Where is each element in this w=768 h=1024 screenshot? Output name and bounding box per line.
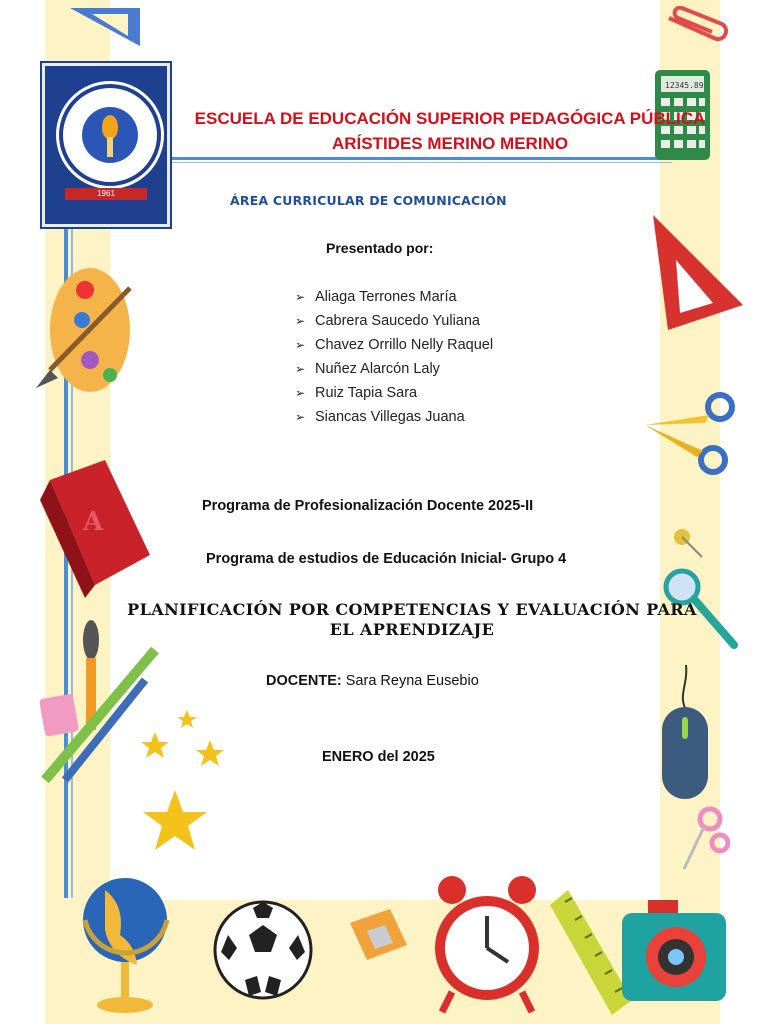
school-name-line2: ARÍSTIDES MERINO MERINO: [331, 134, 569, 153]
student-name: Ruiz Tapia Sara: [315, 385, 418, 401]
arrow-bullet-icon: ➢: [295, 314, 306, 328]
triangle-ruler-icon: [70, 8, 150, 48]
student-list: [295, 285, 493, 429]
program-title: Programa de Profesionalización Docente 2025-II: [202, 498, 534, 514]
computer-mouse-icon: [658, 665, 713, 805]
student-name: Nuñez Alarcón Laly: [315, 361, 440, 377]
teacher-name: Sara Reyna Eusebio: [345, 673, 479, 689]
presented-by-label: Presentado por:: [326, 240, 434, 256]
list-item: [295, 405, 493, 429]
teacher-label: DOCENTE:: [266, 673, 342, 689]
student-name: Aliaga Terrones María: [315, 289, 457, 305]
course-title-line2: EL APRENDIZAJE: [329, 620, 495, 639]
svg-text:A: A: [83, 507, 104, 537]
course-title: [92, 600, 732, 640]
course-title-line1: PLANIFICACIÓN POR COMPETENCIAS Y EVALUACIÓN PARA: [127, 600, 697, 619]
pushpin-icon: [668, 525, 708, 565]
list-item: [295, 381, 493, 405]
student-name: Chavez Orrillo Nelly Raquel: [315, 337, 494, 353]
list-item: [295, 309, 493, 333]
decorative-horizontal-line: [172, 157, 672, 160]
paperclip-icon: [664, 6, 734, 46]
alarm-clock-icon: [430, 870, 545, 1020]
student-name: Cabrera Saucedo Yuliana: [315, 313, 480, 329]
logo-year-band: 1961: [65, 188, 147, 200]
red-book-icon: [35, 460, 155, 600]
curricular-area-title: ÁREA CURRICULAR DE COMUNICACIÓN: [230, 193, 507, 208]
arrow-bullet-icon: ➢: [295, 362, 306, 376]
globe-icon: [75, 850, 170, 1015]
school-name-line1: ESCUELA DE EDUCACIÓN SUPERIOR PEDAGÓGICA PÚBLICA: [194, 109, 706, 128]
student-name: Siancas Villegas Juana: [315, 409, 465, 425]
soccer-ball-icon: [213, 880, 313, 1020]
list-item: [295, 357, 493, 381]
decorative-horizontal-line-inner: [172, 162, 672, 163]
school-name: [110, 106, 768, 156]
calculator-display: 12345.89: [665, 81, 704, 90]
pink-scissors-icon: [680, 805, 730, 875]
list-item: [295, 285, 493, 309]
pencil-sharpener-icon: [345, 905, 415, 965]
camera-icon: [618, 895, 728, 1005]
arrow-bullet-icon: ➢: [295, 386, 306, 400]
study-program-title: Programa de estudios de Educación Inicial- Grupo 4: [206, 551, 567, 567]
red-set-square-icon: [648, 215, 748, 335]
arrow-bullet-icon: ➢: [295, 410, 306, 424]
arrow-bullet-icon: ➢: [295, 338, 306, 352]
teacher-line: [266, 673, 479, 689]
arrow-bullet-icon: ➢: [295, 290, 306, 304]
scissors-icon: [645, 385, 740, 480]
list-item: [295, 333, 493, 357]
eraser-icon: [38, 690, 83, 740]
paint-palette-icon: [30, 260, 140, 395]
stars-icon: [115, 700, 245, 870]
date-label: ENERO del 2025: [322, 749, 435, 765]
